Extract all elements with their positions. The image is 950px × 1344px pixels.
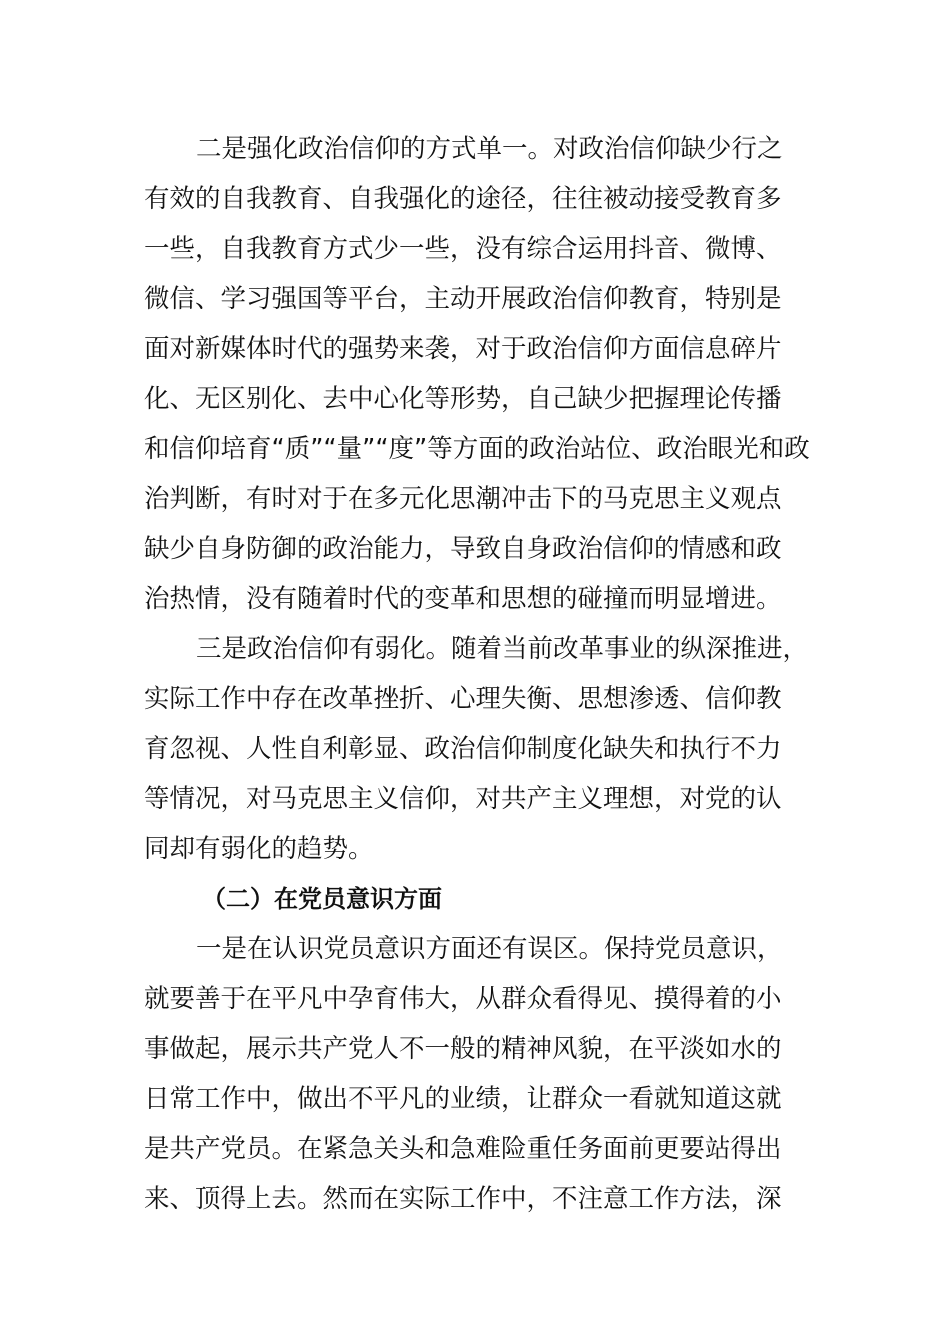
paragraph-line: 面对新媒体时代的强势来袭，对于政治信仰方面信息碎片 (144, 334, 782, 364)
paragraph-line: 缺少自身防御的政治能力，导致自身政治信仰的情感和政 (144, 534, 782, 564)
paragraph-line: 实际工作中存在改革挫折、心理失衡、思想渗透、信仰教 (144, 684, 782, 714)
paragraph-line: 育忽视、人性自利彰显、政治信仰制度化缺失和执行不力 (144, 734, 782, 764)
paragraph-line: 等情况，对马克思主义信仰，对共产主义理想，对党的认 (144, 784, 782, 814)
paragraph-line: 微信、学习强国等平台，主动开展政治信仰教育，特别是 (144, 284, 782, 314)
paragraph-line: 来、顶得上去。然而在实际工作中，不注意工作方法，深 (144, 1184, 782, 1214)
paragraph-line: 有效的自我教育、自我强化的途径，往往被动接受教育多 (144, 184, 782, 214)
section-heading: （二）在党员意识方面 (202, 885, 442, 913)
paragraph-line: 日常工作中，做出不平凡的业绩，让群众一看就知道这就 (144, 1084, 782, 1114)
paragraph-line: 是共产党员。在紧急关头和急难险重任务面前更要站得出 (144, 1134, 782, 1164)
paragraph-line: 治热情，没有随着时代的变革和思想的碰撞而明显增进。 (144, 584, 782, 614)
paragraph-line: 就要善于在平凡中孕育伟大，从群众看得见、摸得着的小 (144, 984, 782, 1014)
paragraph-line: 事做起，展示共产党人不一般的精神风貌，在平淡如水的 (144, 1034, 782, 1064)
paragraph-line: 一是在认识党员意识方面还有误区。保持党员意识， (196, 934, 783, 964)
paragraph-line: 化、无区别化、去中心化等形势，自己缺少把握理论传播 (144, 384, 782, 414)
document-body (144, 124, 810, 1224)
paragraph-line: 和信仰培育“质”“量”“度”等方面的政治站位、政治眼光和政 (144, 434, 810, 464)
paragraph-line: 三是政治信仰有弱化。随着当前改革事业的纵深推进， (196, 634, 809, 664)
paragraph-line: 一些，自我教育方式少一些，没有综合运用抖音、微博、 (144, 234, 782, 264)
paragraph-line: 同却有弱化的趋势。 (144, 834, 374, 864)
paragraph-line: 治判断，有时对于在多元化思潮冲击下的马克思主义观点 (144, 484, 782, 514)
paragraph-line: 二是强化政治信仰的方式单一。对政治信仰缺少行之 (196, 134, 783, 164)
